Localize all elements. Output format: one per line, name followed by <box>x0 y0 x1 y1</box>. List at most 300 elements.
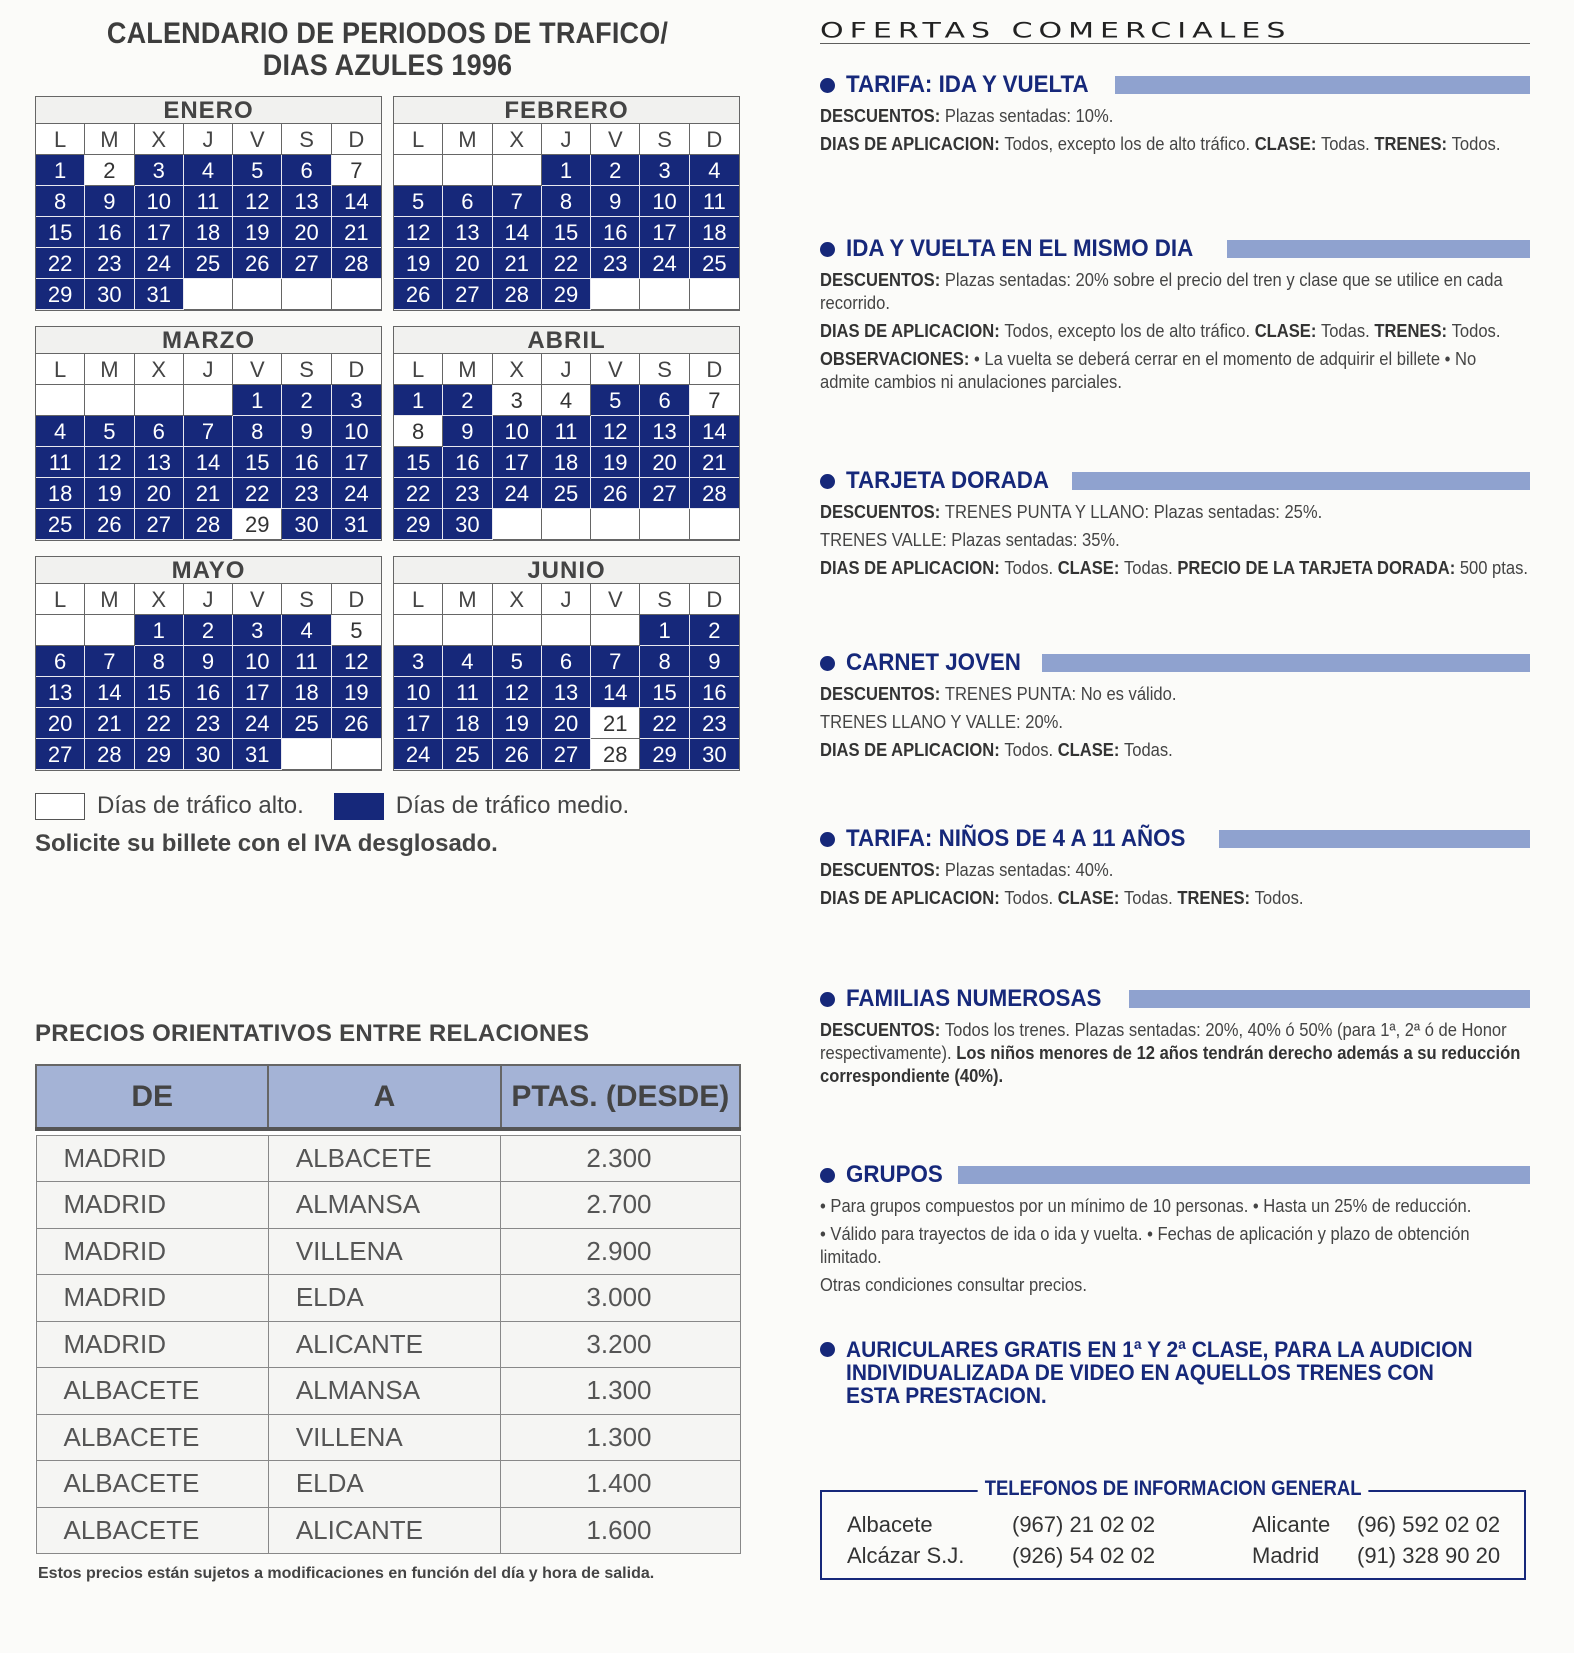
day-cell: 11 <box>282 646 331 677</box>
day-cell: 15 <box>394 447 443 478</box>
day-cell: 1 <box>640 615 689 646</box>
price-cell-from: ALBACETE <box>36 1368 268 1415</box>
day-cell: 30 <box>282 509 331 540</box>
offer-label: DIAS DE APLICACION: <box>820 321 1005 341</box>
day-cell: 19 <box>85 478 134 509</box>
offer-line <box>820 739 1530 762</box>
col-header-from: DE <box>36 1065 268 1129</box>
day-cell: 9 <box>282 416 331 447</box>
offer-line <box>820 105 1530 128</box>
offer-text: Todos los trenes. Plazas sentadas: 20%, 40% ó 50% (para 1ª, 2ª ó de Honor respectivamente). <box>820 1020 1507 1063</box>
price-cell-to: ALMANSA <box>268 1182 500 1229</box>
offer-text: TRENES PUNTA Y LLANO: Plazas sentadas: 25%. <box>944 502 1323 522</box>
day-cell: 20 <box>135 478 184 509</box>
day-cell: 14 <box>332 186 381 217</box>
day-cell: 28 <box>591 739 640 770</box>
month-grid <box>394 354 739 540</box>
day-cell: 18 <box>542 447 591 478</box>
weekday-header: X <box>493 124 542 155</box>
empty-day-cell <box>36 615 85 646</box>
weekday-header: M <box>85 584 134 615</box>
month-grid <box>36 124 381 310</box>
empty-day-cell <box>493 615 542 646</box>
phone-number: (926) 54 02 02 <box>1012 1543 1156 1568</box>
day-cell: 15 <box>233 447 282 478</box>
day-cell: 3 <box>332 385 381 416</box>
day-cell: 20 <box>542 708 591 739</box>
weekday-header: J <box>542 584 591 615</box>
weekday-header: D <box>332 584 381 615</box>
day-cell: 23 <box>443 478 492 509</box>
calendar-section <box>35 18 740 858</box>
day-cell: 23 <box>690 708 739 739</box>
month-name: ENERO <box>36 97 381 124</box>
month-abril <box>393 326 740 541</box>
offer-heading <box>820 824 1530 854</box>
phone-city: Madrid <box>1252 1543 1320 1568</box>
offer-line <box>820 320 1530 343</box>
offer-line <box>820 1223 1530 1269</box>
offer-heading <box>820 1160 1530 1190</box>
phone-city: Albacete <box>847 1512 933 1537</box>
offer-heading-text: GRUPOS <box>846 1161 943 1188</box>
day-cell: 10 <box>332 416 381 447</box>
day-cell: 30 <box>690 739 739 770</box>
offer-line <box>820 887 1530 910</box>
offer-label: DIAS DE APLICACION: <box>820 134 1005 154</box>
weekday-header: V <box>591 124 640 155</box>
weekday-header: S <box>640 124 689 155</box>
day-cell: 29 <box>394 509 443 540</box>
phone-number: (96) 592 02 02 <box>1357 1512 1501 1537</box>
day-cell: 27 <box>36 739 85 770</box>
weekday-header: D <box>690 354 739 385</box>
day-cell: 16 <box>443 447 492 478</box>
offer-text: Todas. <box>1123 558 1178 578</box>
offer-text: Todas. <box>1320 321 1375 341</box>
price-row <box>36 1507 740 1554</box>
day-cell: 13 <box>135 447 184 478</box>
month-name: FEBRERO <box>394 97 739 124</box>
iva-note: Solicite su billete con el IVA desglosado. <box>35 830 498 857</box>
offer-text: Todos. <box>1254 888 1304 908</box>
empty-day-cell <box>443 155 492 186</box>
day-cell: 11 <box>443 677 492 708</box>
offer-text: • La vuelta se deberá cerrar en el momento de adquirir el billete • No admite cambios ni anulaciones parciales. <box>820 349 1477 392</box>
heading-bar <box>1227 240 1530 258</box>
day-cell: 18 <box>690 217 739 248</box>
day-cell: 3 <box>493 385 542 416</box>
day-cell: 2 <box>690 615 739 646</box>
legend-high-swatch <box>35 793 85 820</box>
phones-title-text: TELEFONOS DE INFORMACION GENERAL <box>978 1477 1369 1501</box>
month-febrero <box>393 96 740 311</box>
offer-line <box>820 529 1530 552</box>
day-cell: 2 <box>591 155 640 186</box>
offer-block <box>820 466 1530 580</box>
bullet-icon <box>820 474 835 489</box>
day-cell: 14 <box>493 217 542 248</box>
price-cell-from: MADRID <box>36 1135 268 1182</box>
day-cell: 29 <box>640 739 689 770</box>
offer-text: Todos. <box>1004 888 1058 908</box>
offer-text: Todas. <box>1320 134 1375 154</box>
day-cell: 5 <box>394 186 443 217</box>
day-cell: 25 <box>542 478 591 509</box>
day-cell: 15 <box>542 217 591 248</box>
offer-heading <box>820 1338 1530 1407</box>
offer-line <box>820 557 1530 580</box>
heading-bar <box>1042 654 1530 672</box>
offer-label: DIAS DE APLICACION: <box>820 740 1005 760</box>
offer-text: Todos. <box>1004 558 1058 578</box>
weekday-header: V <box>233 584 282 615</box>
weekday-header: X <box>493 354 542 385</box>
day-cell: 15 <box>135 677 184 708</box>
day-cell: 2 <box>85 155 134 186</box>
offer-label: TRENES: <box>1374 134 1452 154</box>
bullet-icon <box>820 1168 835 1183</box>
legend-medium-swatch <box>334 793 384 820</box>
weekday-header: L <box>394 584 443 615</box>
day-cell: 10 <box>493 416 542 447</box>
weekday-header: D <box>332 124 381 155</box>
day-cell: 5 <box>591 385 640 416</box>
price-row <box>36 1368 740 1415</box>
weekday-header: X <box>493 584 542 615</box>
day-cell: 14 <box>690 416 739 447</box>
price-row <box>36 1461 740 1508</box>
day-cell: 8 <box>542 186 591 217</box>
day-cell: 25 <box>282 708 331 739</box>
price-cell-price: 3.200 <box>501 1321 740 1368</box>
day-cell: 18 <box>36 478 85 509</box>
empty-day-cell <box>542 509 591 540</box>
day-cell: 31 <box>135 279 184 310</box>
heading-bar <box>1072 472 1530 490</box>
day-cell: 20 <box>36 708 85 739</box>
offer-line <box>820 1195 1530 1218</box>
offer-label: DESCUENTOS: <box>820 502 945 522</box>
offer-line <box>820 1019 1530 1088</box>
month-grid <box>394 124 739 310</box>
heading-bar <box>1115 76 1530 94</box>
day-cell: 24 <box>640 248 689 279</box>
offer-label: DIAS DE APLICACION: <box>820 888 1005 908</box>
day-cell: 12 <box>493 677 542 708</box>
month-grid <box>36 584 381 770</box>
heading-bar <box>1219 830 1530 848</box>
weekday-header: S <box>282 124 331 155</box>
day-cell: 8 <box>640 646 689 677</box>
price-cell-to: VILLENA <box>268 1228 500 1275</box>
price-cell-price: 1.300 <box>501 1414 740 1461</box>
weekday-header: S <box>640 354 689 385</box>
day-cell: 7 <box>493 186 542 217</box>
day-cell: 28 <box>332 248 381 279</box>
day-cell: 27 <box>135 509 184 540</box>
day-cell: 19 <box>493 708 542 739</box>
day-cell: 5 <box>85 416 134 447</box>
legend-high-label: Días de tráfico alto. <box>97 792 304 819</box>
day-cell: 4 <box>36 416 85 447</box>
legend-medium-label: Días de tráfico medio. <box>395 792 630 819</box>
day-cell: 25 <box>36 509 85 540</box>
day-cell: 19 <box>332 677 381 708</box>
day-cell: 26 <box>493 739 542 770</box>
day-cell: 31 <box>332 509 381 540</box>
phones-title <box>822 1477 1524 1501</box>
offer-block <box>820 1160 1530 1297</box>
day-cell: 15 <box>36 217 85 248</box>
month-grid <box>394 584 739 770</box>
day-cell: 25 <box>184 248 233 279</box>
day-cell: 19 <box>394 248 443 279</box>
day-cell: 3 <box>233 615 282 646</box>
day-cell: 28 <box>184 509 233 540</box>
prices-note: Estos precios están sujetos a modificaciones en función del día y hora de salida. <box>38 1565 655 1582</box>
day-cell: 11 <box>36 447 85 478</box>
offer-label: CLASE: <box>1254 134 1321 154</box>
day-cell: 9 <box>85 186 134 217</box>
price-cell-to: ELDA <box>268 1461 500 1508</box>
offer-text: Todos, excepto los de alto tráfico. <box>1004 134 1255 154</box>
calendar-title-line1: CALENDARIO DE PERIODOS DE TRAFICO/ <box>106 17 669 50</box>
weekday-header: X <box>135 124 184 155</box>
empty-day-cell <box>591 509 640 540</box>
price-cell-to: ALMANSA <box>268 1368 500 1415</box>
price-cell-to: ALICANTE <box>268 1507 500 1554</box>
offer-label: CLASE: <box>1057 740 1124 760</box>
empty-day-cell <box>542 615 591 646</box>
offer-heading-text: FAMILIAS NUMEROSAS <box>846 985 1102 1012</box>
day-cell: 30 <box>85 279 134 310</box>
day-cell: 26 <box>85 509 134 540</box>
offer-text: Otras condiciones consultar precios. <box>820 1275 1087 1295</box>
price-row <box>36 1182 740 1229</box>
empty-day-cell <box>591 279 640 310</box>
day-cell: 28 <box>690 478 739 509</box>
day-cell: 3 <box>640 155 689 186</box>
empty-day-cell <box>282 279 331 310</box>
day-cell: 17 <box>332 447 381 478</box>
weekday-header: M <box>443 584 492 615</box>
prices-title: PRECIOS ORIENTATIVOS ENTRE RELACIONES <box>35 1020 590 1047</box>
price-cell-from: MADRID <box>36 1321 268 1368</box>
day-cell: 22 <box>542 248 591 279</box>
day-cell: 16 <box>85 217 134 248</box>
phone-city: Alicante <box>1252 1512 1331 1537</box>
offer-line <box>820 348 1530 394</box>
offer-line <box>820 711 1530 734</box>
price-row <box>36 1275 740 1322</box>
day-cell: 18 <box>184 217 233 248</box>
offer-heading <box>820 466 1530 496</box>
month-name: MAYO <box>36 557 381 584</box>
day-cell: 6 <box>542 646 591 677</box>
weekday-header: L <box>36 354 85 385</box>
empty-day-cell <box>394 615 443 646</box>
offer-label: PRECIO DE LA TARJETA DORADA: <box>1177 558 1460 578</box>
offer-block <box>820 984 1530 1088</box>
offer-heading-text: AURICULARES GRATIS EN 1ª Y 2ª CLASE, PARA LA AUDICION INDIVIDUALIZADA DE VIDEO EN AQUELLOS TRENES CON ESTA PRESTACION. <box>846 1337 1473 1408</box>
offer-heading <box>820 234 1530 264</box>
price-cell-to: VILLENA <box>268 1414 500 1461</box>
day-cell: 6 <box>640 385 689 416</box>
prices-table <box>35 1064 741 1554</box>
offer-line <box>820 859 1530 882</box>
weekday-header: L <box>36 584 85 615</box>
day-cell: 13 <box>542 677 591 708</box>
offer-label: CLASE: <box>1057 888 1124 908</box>
heading-bar <box>958 1166 1530 1184</box>
day-cell: 4 <box>542 385 591 416</box>
weekday-header: D <box>690 124 739 155</box>
day-cell: 11 <box>184 186 233 217</box>
offer-heading-text: IDA Y VUELTA EN EL MISMO DIA <box>846 235 1194 262</box>
day-cell: 19 <box>591 447 640 478</box>
day-cell: 8 <box>135 646 184 677</box>
month-junio <box>393 556 740 771</box>
offer-text: • Para grupos compuestos por un mínimo de 10 personas. • Hasta un 25% de reducción. <box>820 1196 1472 1216</box>
day-cell: 10 <box>135 186 184 217</box>
day-cell: 10 <box>233 646 282 677</box>
day-cell: 27 <box>443 279 492 310</box>
offer-label: DESCUENTOS: <box>820 684 945 704</box>
price-cell-price: 1.400 <box>501 1461 740 1508</box>
phone-number: (91) 328 90 20 <box>1357 1543 1501 1568</box>
offer-line <box>820 1274 1530 1297</box>
price-cell-price: 2.700 <box>501 1182 740 1229</box>
empty-day-cell <box>184 279 233 310</box>
day-cell: 4 <box>690 155 739 186</box>
weekday-header: M <box>85 354 134 385</box>
offer-block <box>820 648 1530 762</box>
day-cell: 24 <box>493 478 542 509</box>
day-cell: 4 <box>443 646 492 677</box>
prices-body <box>36 1129 740 1554</box>
day-cell: 25 <box>690 248 739 279</box>
day-cell: 22 <box>640 708 689 739</box>
weekday-header: V <box>233 124 282 155</box>
weekday-header: V <box>591 354 640 385</box>
offer-text: Plazas sentadas: 10%. <box>944 106 1114 126</box>
day-cell: 17 <box>394 708 443 739</box>
day-cell: 30 <box>443 509 492 540</box>
day-cell: 16 <box>282 447 331 478</box>
empty-day-cell <box>332 279 381 310</box>
day-cell: 12 <box>85 447 134 478</box>
weekday-header: X <box>135 584 184 615</box>
price-cell-to: ALICANTE <box>268 1321 500 1368</box>
empty-day-cell <box>184 385 233 416</box>
empty-day-cell <box>493 509 542 540</box>
day-cell: 15 <box>640 677 689 708</box>
months-grid <box>35 96 740 786</box>
day-cell: 6 <box>282 155 331 186</box>
offer-heading <box>820 984 1530 1014</box>
empty-day-cell <box>640 509 689 540</box>
day-cell: 21 <box>332 217 381 248</box>
offer-block <box>820 234 1530 394</box>
price-cell-from: ALBACETE <box>36 1507 268 1554</box>
col-header-to: A <box>268 1065 500 1129</box>
day-cell: 13 <box>36 677 85 708</box>
day-cell: 29 <box>135 739 184 770</box>
day-cell: 24 <box>233 708 282 739</box>
day-cell: 9 <box>690 646 739 677</box>
bullet-icon <box>820 1342 835 1357</box>
offer-block <box>820 824 1530 910</box>
day-cell: 20 <box>282 217 331 248</box>
price-row <box>36 1135 740 1182</box>
offer-text: 500 ptas. <box>1459 558 1528 578</box>
day-cell: 17 <box>640 217 689 248</box>
day-cell: 17 <box>135 217 184 248</box>
day-cell: 1 <box>542 155 591 186</box>
day-cell: 13 <box>443 217 492 248</box>
price-cell-price: 2.300 <box>501 1135 740 1182</box>
offer-text: Todos. <box>1451 134 1501 154</box>
offer-label: OBSERVACIONES: <box>820 349 974 369</box>
day-cell: 21 <box>493 248 542 279</box>
weekday-header: J <box>184 354 233 385</box>
day-cell: 6 <box>443 186 492 217</box>
bullet-icon <box>820 78 835 93</box>
day-cell: 31 <box>233 739 282 770</box>
month-name: JUNIO <box>394 557 739 584</box>
day-cell: 29 <box>36 279 85 310</box>
empty-day-cell <box>85 385 134 416</box>
day-cell: 28 <box>85 739 134 770</box>
offer-line <box>820 133 1530 156</box>
day-cell: 26 <box>233 248 282 279</box>
empty-day-cell <box>282 739 331 770</box>
offer-text: TRENES PUNTA: No es válido. <box>944 684 1177 704</box>
weekday-header: S <box>282 584 331 615</box>
day-cell: 23 <box>591 248 640 279</box>
day-cell: 25 <box>443 739 492 770</box>
month-name: MARZO <box>36 327 381 354</box>
month-grid <box>36 354 381 540</box>
day-cell: 22 <box>394 478 443 509</box>
calendar-title-line2: DIAS AZULES 1996 <box>262 49 513 82</box>
day-cell: 19 <box>233 217 282 248</box>
offer-heading <box>820 648 1530 678</box>
weekday-header: L <box>394 354 443 385</box>
price-row <box>36 1414 740 1461</box>
day-cell: 29 <box>233 509 282 540</box>
day-cell: 4 <box>282 615 331 646</box>
price-cell-to: ELDA <box>268 1275 500 1322</box>
weekday-header: J <box>184 124 233 155</box>
offer-block <box>820 70 1530 156</box>
day-cell: 2 <box>282 385 331 416</box>
offer-block <box>820 1338 1530 1407</box>
day-cell: 17 <box>233 677 282 708</box>
day-cell: 12 <box>332 646 381 677</box>
day-cell: 18 <box>443 708 492 739</box>
weekday-header: X <box>135 354 184 385</box>
phones-row <box>847 1543 1507 1569</box>
day-cell: 14 <box>591 677 640 708</box>
day-cell: 22 <box>135 708 184 739</box>
day-cell: 23 <box>85 248 134 279</box>
day-cell: 4 <box>184 155 233 186</box>
offer-label: TRENES: <box>1374 321 1452 341</box>
offer-heading-text: TARIFA: NIÑOS DE 4 A 11 AÑOS <box>846 825 1186 852</box>
phone-city: Alcázar S.J. <box>847 1543 965 1568</box>
